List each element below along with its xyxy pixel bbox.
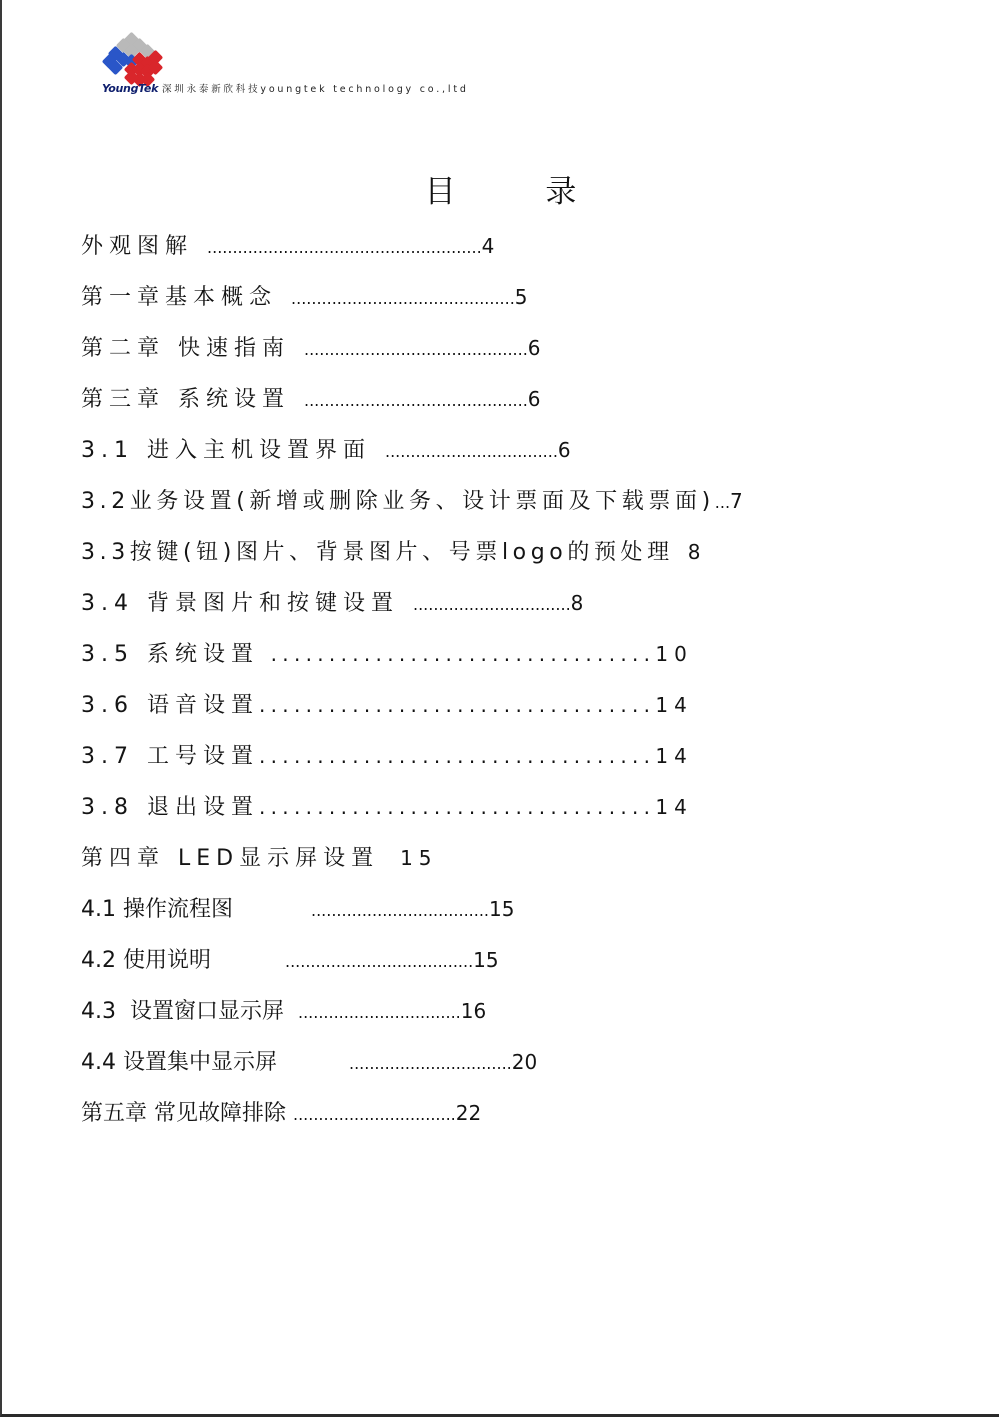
toc-entry-label: 4.4 设置集中显示屏: [81, 1050, 277, 1075]
toc-entry-label: 第五章 常见故障排除: [81, 1101, 286, 1126]
toc-leader-dots: ......................................................: [207, 238, 482, 257]
toc-entry-chapter-1[interactable]: [81, 279, 528, 315]
toc-leader-dots: ..................................: [258, 795, 656, 819]
toc-entry-4-3[interactable]: [81, 993, 486, 1029]
toc-page-number: 14: [655, 693, 693, 717]
toc-leader-dots: ................................: [293, 1105, 456, 1124]
toc-page-number: 8: [687, 540, 701, 564]
toc-entry-3-5[interactable]: [81, 636, 693, 672]
toc-leader-dots: ...................................: [310, 901, 489, 920]
toc-leader-dots: ............................................: [304, 391, 528, 410]
toc-page-number: 5: [514, 285, 528, 309]
toc-entry-chapter-5[interactable]: [81, 1095, 481, 1131]
toc-entry-label: 3.2业务设置(新增或删除业务、设计票面及下载票面): [81, 489, 715, 514]
toc-page-number: 22: [455, 1101, 482, 1125]
toc-page-number: 8: [570, 591, 584, 615]
toc-leader-dots: ................................: [297, 1003, 461, 1022]
toc-leader-dots: ..................................: [258, 744, 656, 768]
toc-entry-4-4[interactable]: [81, 1044, 537, 1080]
toc-entry-label: 3.8 退出设置: [81, 795, 259, 820]
toc-entry-label: 第三章 系统设置: [81, 387, 290, 412]
toc-leader-dots: ...: [714, 493, 731, 512]
toc-leader-dots: ............................................: [291, 289, 515, 308]
toc-page-number: 15: [400, 846, 438, 870]
toc-entry-appearance[interactable]: [81, 228, 494, 264]
toc-leader-dots: ...............................: [412, 595, 571, 614]
toc-leader-dots: .................................: [258, 642, 656, 666]
toc-entry-chapter-2[interactable]: [81, 330, 541, 366]
toc-page-number: 14: [655, 795, 693, 819]
logo-wordmark: YoungTek: [102, 82, 159, 95]
page-header: [102, 34, 582, 96]
toc-page-number: 15: [473, 948, 499, 972]
toc-entry-3-1[interactable]: [81, 432, 571, 468]
toc-page-number: 16: [460, 999, 487, 1023]
youngtek-logo-icon: [104, 34, 162, 84]
toc-entry-chapter-4[interactable]: [81, 840, 438, 876]
toc-entry-chapter-3[interactable]: [81, 381, 541, 417]
toc-entry-3-2[interactable]: [81, 483, 743, 519]
toc-page-number: 6: [527, 336, 541, 360]
toc-entry-label: 4.2 使用说明: [81, 948, 211, 973]
toc-leader-dots: .....................................: [284, 952, 474, 971]
toc-entry-label: 3.1 进入主机设置界面: [81, 438, 371, 463]
toc-page-number: 20: [511, 1050, 538, 1074]
toc-entry-label: 3.7 工号设置: [81, 744, 259, 769]
toc-entry-label: 第一章基本概念: [81, 285, 278, 310]
toc-entry-4-1[interactable]: [81, 891, 514, 927]
toc-entry-label: 3.6 语音设置: [81, 693, 259, 718]
toc-entry-label: 第四章 LED显示屏设置: [81, 846, 380, 871]
toc-entry-label: 3.3按键(钮)图片、背景图片、号票logo的预处理: [81, 540, 674, 565]
toc-entry-label: 3.5 系统设置: [81, 642, 259, 667]
toc-leader-dots: ..................................: [384, 442, 558, 461]
toc-page-number: 14: [655, 744, 693, 768]
toc-title: 目 录: [424, 174, 617, 210]
toc-page-number: 4: [481, 234, 495, 258]
toc-leader-dots: ..................................: [258, 693, 656, 717]
toc-entry-label: 4.3 设置窗口显示屏: [81, 999, 284, 1024]
toc-page-number: 6: [557, 438, 571, 462]
company-name: 深圳永泰新欣科技youngtek technology co.,ltd: [162, 84, 469, 95]
toc-entry-3-4[interactable]: [81, 585, 583, 621]
toc-page-number: 7: [730, 489, 743, 513]
toc-entry-3-7[interactable]: [81, 738, 693, 774]
toc-page-number: 6: [527, 387, 541, 411]
toc-entry-label: 第二章 快速指南: [81, 336, 290, 361]
toc-page-number: 15: [489, 897, 515, 921]
toc-entry-3-3[interactable]: [81, 534, 701, 570]
toc-entry-3-8[interactable]: [81, 789, 693, 825]
toc-entry-label: 外观图解: [81, 234, 194, 259]
toc-entry-label: 3.4 背景图片和按键设置: [81, 591, 399, 616]
toc-leader-dots: ................................: [348, 1054, 512, 1073]
toc-entry-4-2[interactable]: [81, 942, 499, 978]
toc-page-number: 10: [655, 642, 693, 666]
toc-entry-label: 4.1 操作流程图: [81, 897, 233, 922]
toc-entry-3-6[interactable]: [81, 687, 693, 723]
toc-leader-dots: ............................................: [304, 340, 528, 359]
